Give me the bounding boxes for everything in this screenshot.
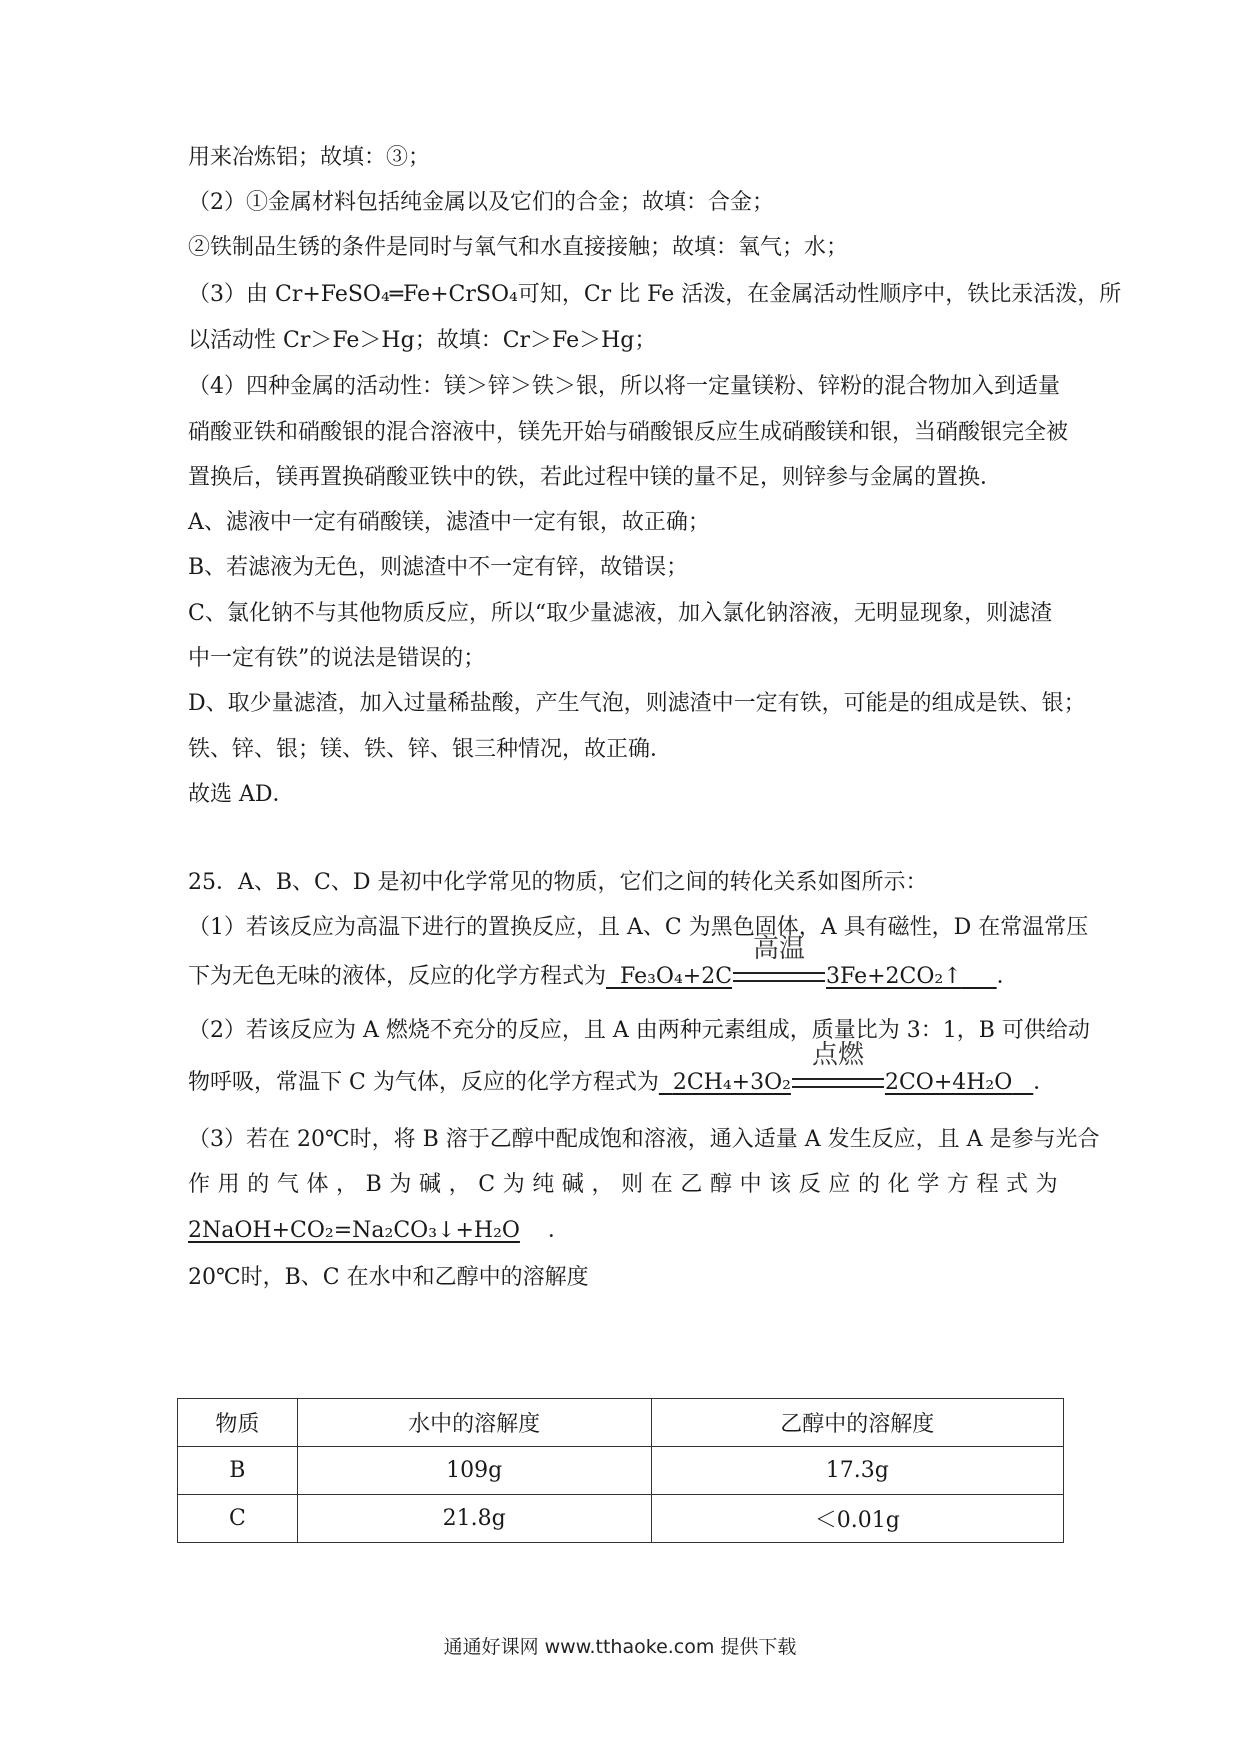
equation-1: [606, 934, 997, 992]
justified-char: C: [478, 1172, 496, 1197]
text-line: （1）若该反应为高温下进行的置换反应，且 A、C 为黑色固体，A 具有磁性，D 在常温常压: [188, 915, 1089, 940]
text-line: [188, 1040, 1056, 1098]
text-line: A、滤液中一定有硝酸镁，滤渣中一定有银，故正确；: [188, 510, 710, 535]
text-line: 铁、锌、银；镁、铁、锌、银三种情况，故正确．: [188, 737, 673, 762]
double-line: [792, 1078, 884, 1088]
table-cell: B: [178, 1447, 298, 1495]
table-cell: 109g: [297, 1447, 651, 1495]
solubility-table: [177, 1398, 1064, 1543]
justified-char: 碱: [561, 1172, 584, 1197]
condition-label: 高温: [753, 934, 806, 964]
question-25-title: 25．A、B、C、D 是初中化学常见的物质，它们之间的转化关系如图所示：: [188, 870, 928, 895]
period: ．: [996, 964, 1019, 989]
table-header-cell: 水中的溶解度: [297, 1399, 651, 1447]
justified-char: 为: [502, 1172, 525, 1197]
condition-label: 点燃: [811, 1040, 864, 1070]
justified-char: 则: [621, 1172, 644, 1197]
text-line: 置换后，镁再置换硝酸亚铁中的铁，若此过程中镁的量不足，则锌参与金属的置换．: [188, 465, 1003, 490]
justified-char: 反: [798, 1172, 821, 1197]
text-line: B、若滤液为无色，则滤渣中不一定有锌，故错误；: [188, 555, 689, 580]
justified-char: 化: [887, 1172, 910, 1197]
text-fragment: 下为无色无味的液体，反应的化学方程式为: [188, 964, 607, 989]
justified-char: 碱: [419, 1172, 442, 1197]
period: ．: [1033, 1070, 1056, 1095]
text-line: D、取少量滤渣，加入过量稀盐酸，产生气泡，则滤渣中一定有铁，可能是的组成是铁、银；: [188, 691, 1086, 716]
justified-char: 应: [828, 1172, 851, 1197]
justified-char: ，: [336, 1172, 359, 1197]
table-cell: 21.8g: [297, 1495, 651, 1543]
justified-char: B: [365, 1172, 382, 1197]
justified-char: 醇: [709, 1172, 732, 1197]
equation-left: Fe₃O₄+2C: [620, 964, 733, 989]
justified-char: 中: [739, 1172, 762, 1197]
period: ．: [547, 1218, 570, 1243]
justified-char: ，: [448, 1172, 471, 1197]
justified-char: 方: [946, 1172, 969, 1197]
justified-char: 体: [306, 1172, 329, 1197]
justified-char: 为: [1035, 1172, 1058, 1197]
text-line: [188, 934, 1019, 992]
table-cell: C: [178, 1495, 298, 1543]
text-line: [188, 1216, 570, 1246]
justified-char: 纯: [532, 1172, 555, 1197]
text-line: （2）若该反应为 A 燃烧不充分的反应，且 A 由两种元素组成，质量比为 3：1，B 可供给动: [188, 1018, 1090, 1043]
equation-left: 2CH₄+3O₂: [672, 1070, 791, 1095]
text-line: （2）①金属材料包括纯金属以及它们的合金；故填：合金；: [188, 190, 774, 215]
justified-char: 学: [917, 1172, 940, 1197]
equation-2: [659, 1040, 1033, 1098]
reaction-condition: [791, 1040, 885, 1098]
justified-char: 该: [769, 1172, 792, 1197]
justified-char: 为: [389, 1172, 412, 1197]
justified-char: 作: [188, 1172, 211, 1197]
justified-char: 的: [858, 1172, 881, 1197]
text-line-justified: [188, 1170, 1058, 1200]
text-fragment: 物呼吸，常温下 C 为气体，反应的化学方程式为: [188, 1070, 659, 1095]
table-cell: 17.3g: [651, 1447, 1063, 1495]
table-cell: ＜0.01g: [651, 1495, 1063, 1543]
table-header-cell: 乙醇中的溶解度: [651, 1399, 1063, 1447]
justified-char: ，: [591, 1172, 614, 1197]
justified-char: 用: [217, 1172, 240, 1197]
text-line: 硝酸亚铁和硝酸银的混合溶液中，镁先开始与硝酸银反应生成硝酸镁和银，当硝酸银完全被: [188, 420, 1069, 445]
page-footer: 通通好课网 www.tthaoke.com 提供下载: [443, 1636, 797, 1658]
table-header-cell: 物质: [178, 1399, 298, 1447]
justified-char: 气: [276, 1172, 299, 1197]
justified-char: 式: [1006, 1172, 1029, 1197]
justified-char: 乙: [680, 1172, 703, 1197]
text-line: 故选 AD．: [188, 782, 295, 807]
justified-char: 的: [247, 1172, 270, 1197]
reaction-condition: [732, 934, 826, 992]
text-line: 以活动性 Cr＞Fe＞Hg；故填：Cr＞Fe＞Hg；: [188, 328, 657, 353]
text-line: （3）由 Cr+FeSO₄═Fe+CrSO₄可知，Cr 比 Fe 活泼，在金属活动性顺序中，铁比汞活泼，所: [188, 282, 1122, 307]
double-line: [733, 972, 825, 982]
equation-right: 3Fe+2CO₂↑: [826, 964, 962, 989]
text-line: C、氯化钠不与其他物质反应，所以“取少量滤液，加入氯化钠溶液，无明显现象，则滤渣: [188, 601, 1053, 626]
equation-3: 2NaOH+CO₂=Na₂CO₃↓+H₂O: [188, 1218, 520, 1243]
text-line: ②铁制品生锈的条件是同时与氧气和水直接接触；故填：氧气；水；: [188, 235, 849, 260]
text-line: 用来冶炼铝；故填：③；: [188, 145, 431, 170]
text-line: 中一定有铁”的说法是错误的；: [188, 646, 486, 671]
justified-char: 在: [650, 1172, 673, 1197]
table-row: [178, 1495, 1064, 1543]
table-caption: 20℃时，B、C 在水中和乙醇中的溶解度: [188, 1265, 589, 1290]
table-header-row: [178, 1399, 1064, 1447]
equation-right: 2CO+4H₂O: [884, 1070, 1013, 1095]
table-row: [178, 1447, 1064, 1495]
justified-char: 程: [976, 1172, 999, 1197]
text-line: （4）四种金属的活动性：镁＞锌＞铁＞银，所以将一定量镁粉、锌粉的混合物加入到适量: [188, 374, 1061, 399]
text-line: （3）若在 20℃时，将 B 溶于乙醇中配成饱和溶液，通入适量 A 发生反应，且 A 是参与光合: [188, 1127, 1100, 1152]
